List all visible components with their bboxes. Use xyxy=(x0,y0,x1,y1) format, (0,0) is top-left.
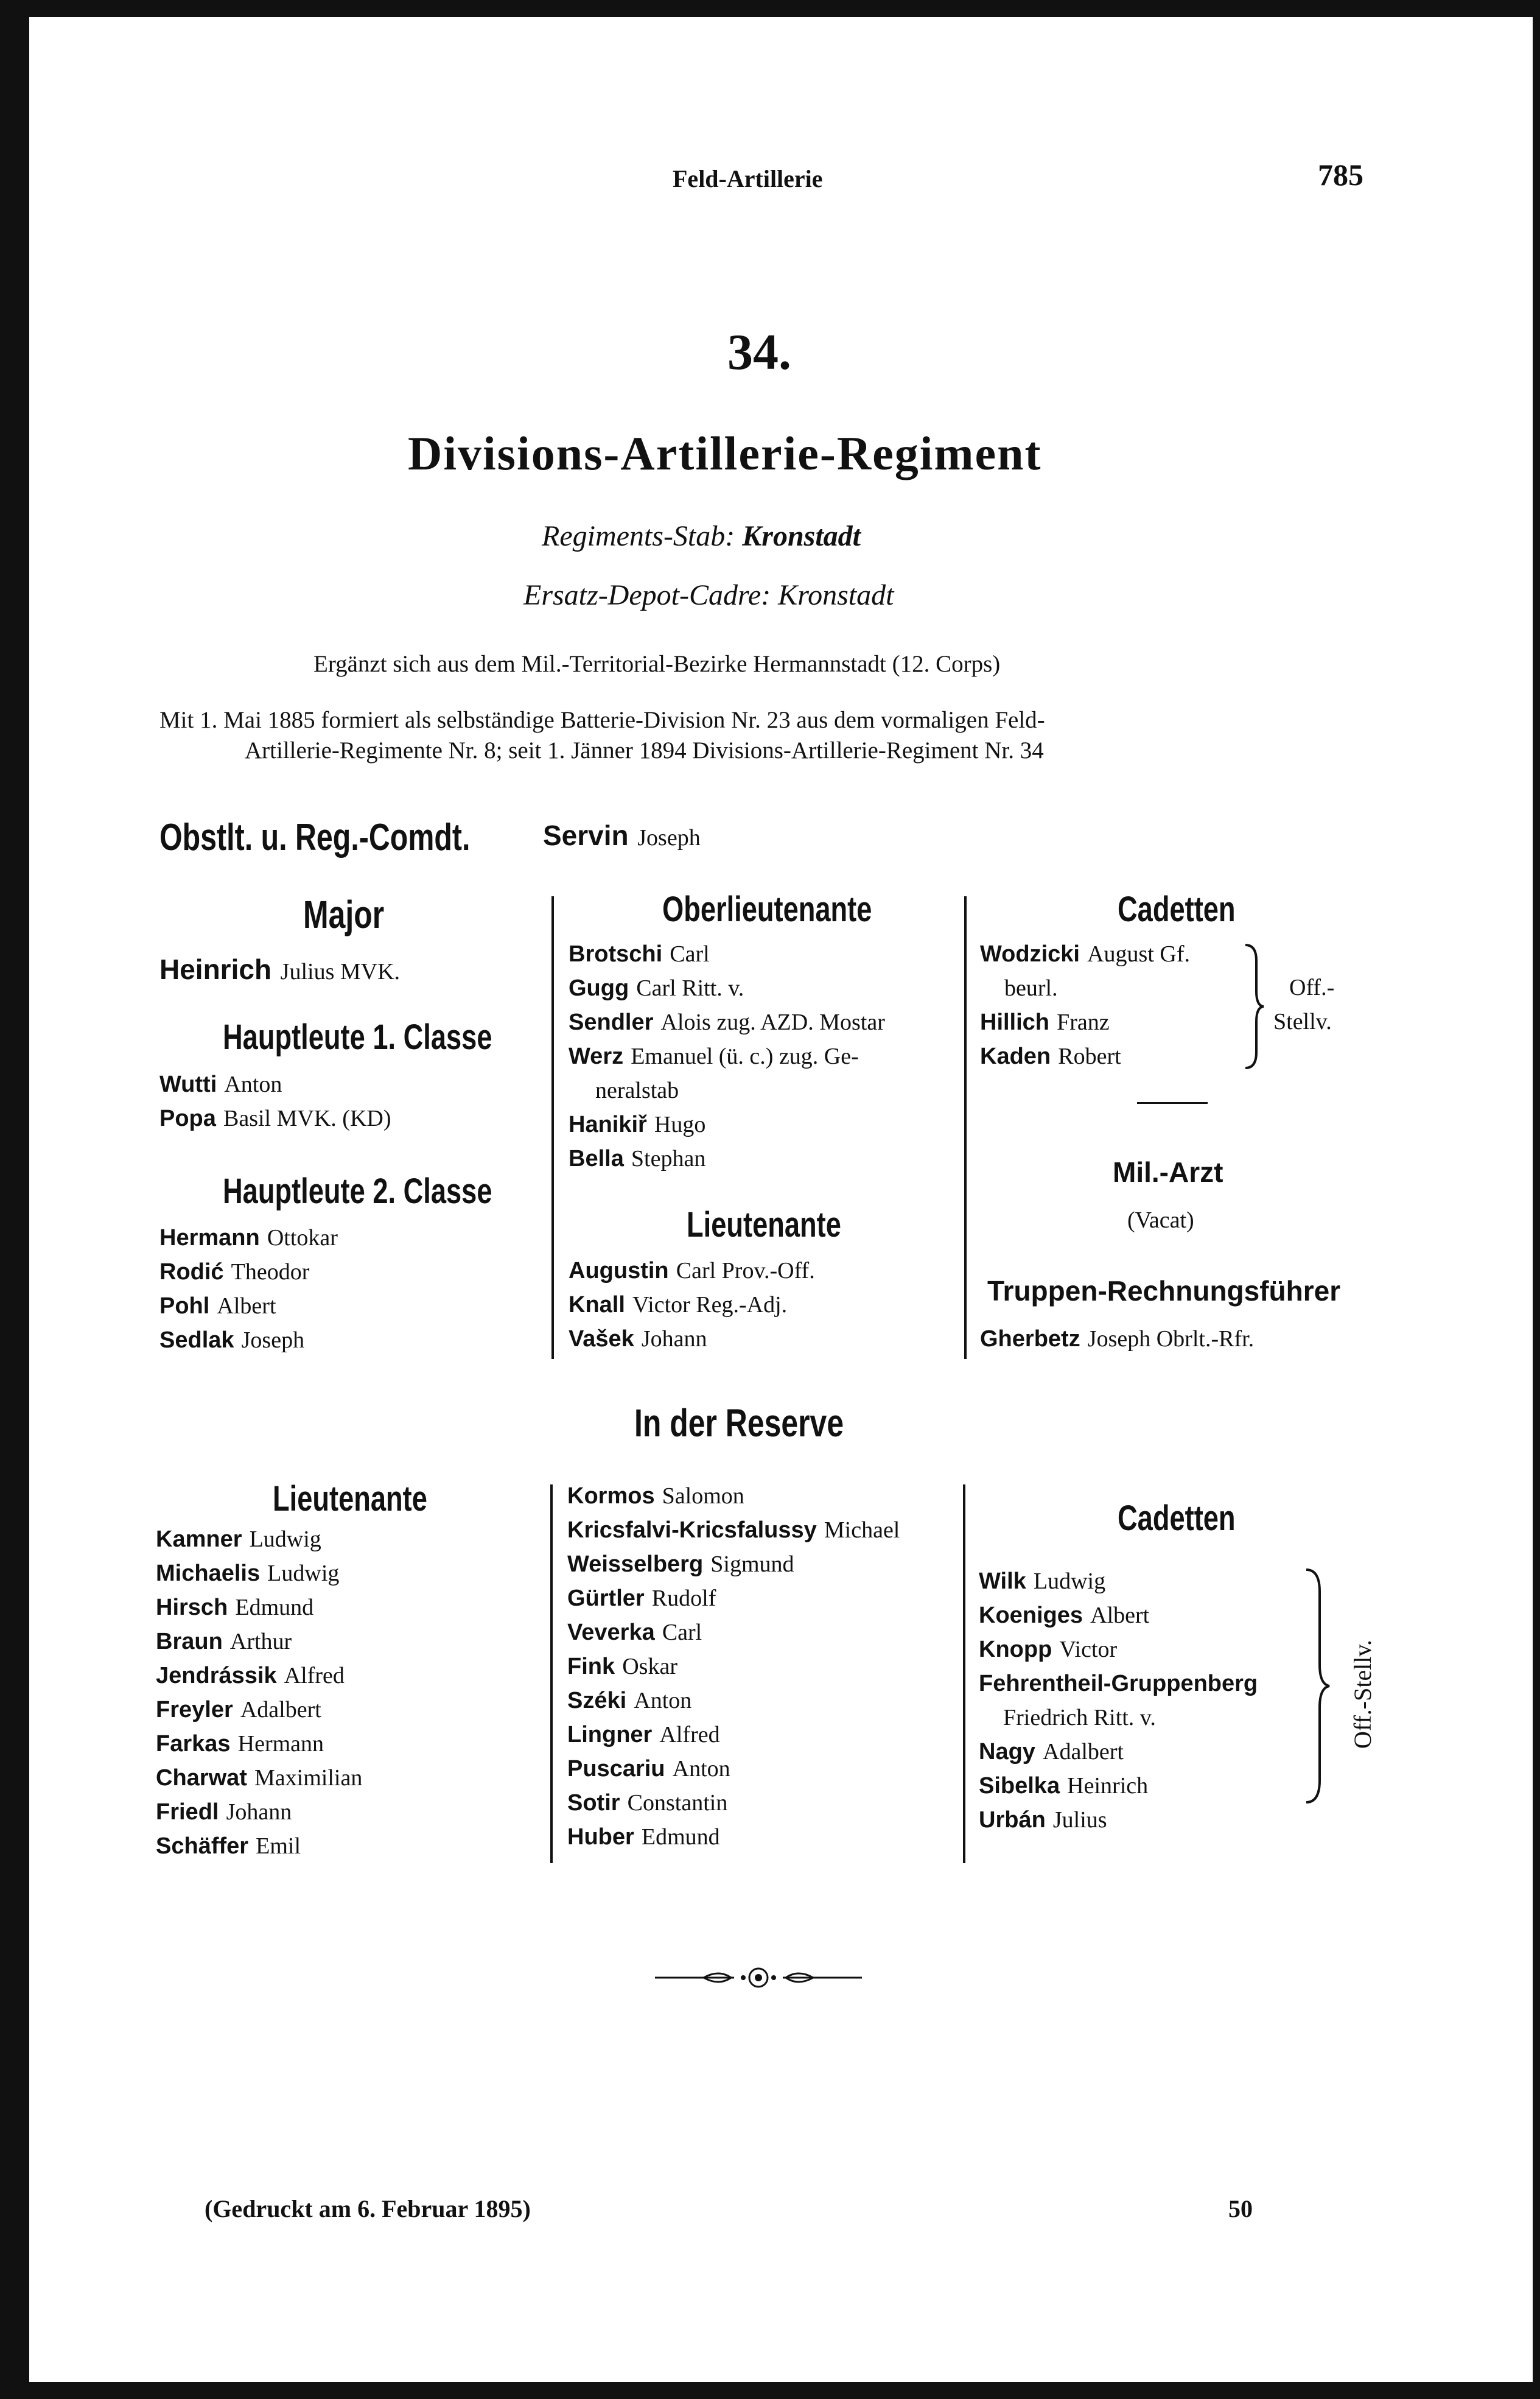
reserve-middle-entry: Széki Anton xyxy=(567,1688,692,1713)
commander-row xyxy=(159,816,558,859)
column-rule-2 xyxy=(964,896,967,1359)
reserve-middle-entry: Puscariu Anton xyxy=(567,1756,730,1782)
hauptleute2-entry: Pohl Albert xyxy=(159,1293,276,1319)
lieutenante-heading: Lieutenante xyxy=(687,1205,841,1245)
lieutenant-entry: Vašek Johann xyxy=(569,1326,707,1352)
reserve-lieutenant-entry: Friedl Johann xyxy=(156,1799,292,1825)
reserve-middle-entry: Veverka Carl xyxy=(567,1620,702,1645)
depot-label: Ersatz-Depot-Cadre: xyxy=(523,579,771,611)
reserve-cadett-entry: Urbán Julius xyxy=(979,1807,1107,1833)
erganzt-line: Ergänzt sich aus dem Mil.-Territorial-Bezirke Hermannstadt (12. Corps) xyxy=(313,651,1001,677)
oberlieutenant-entry: Werz Emanuel (ü. c.) zug. Ge- xyxy=(569,1044,859,1069)
reserve-lieutenant-entry: Jendrássik Alfred xyxy=(156,1663,345,1688)
reserve-cadetten-brace-label: Off.-Stellv. xyxy=(1349,1640,1376,1749)
history-line-2: Artillerie-Regimente Nr. 8; seit 1. Jänner 1894 Divisions-Artillerie-Regiment Nr. 34 xyxy=(245,737,1044,764)
lieutenant-entry: Knall Victor Reg.-Adj. xyxy=(569,1292,788,1318)
stab-label: Regiments-Stab: xyxy=(542,520,735,552)
oberlieutenant-entry: Gugg Carl Ritt. v. xyxy=(569,975,744,1001)
reserve-lieutenant-entry: Braun Arthur xyxy=(156,1629,292,1654)
reserve-cadett-entry: Fehrentheil-Gruppenberg xyxy=(979,1671,1258,1696)
reserve-column-rule-1 xyxy=(550,1484,553,1863)
hauptleute2-heading: Hauptleute 2. Classe xyxy=(223,1171,492,1211)
hauptleute1-heading: Hauptleute 1. Classe xyxy=(223,1017,492,1057)
page-number: 785 xyxy=(1318,158,1363,192)
cadetten-brace xyxy=(1242,943,1266,1070)
reserve-cadett-entry-continuation: Friedrich Ritt. v. xyxy=(1003,1705,1156,1730)
reserve-middle-entry: Gürtler Rudolf xyxy=(567,1586,716,1611)
reserve-cadett-entry: Koeniges Albert xyxy=(979,1603,1150,1628)
reserve-cadett-entry: Knopp Victor xyxy=(979,1637,1118,1662)
hauptleute2-entry: Hermann Ottokar xyxy=(159,1225,338,1251)
regiment-number: 34. xyxy=(727,324,791,381)
reserve-cadett-entry: Nagy Adalbert xyxy=(979,1739,1124,1765)
reserve-cadetten-brace xyxy=(1303,1567,1333,1805)
commander-surname: Servin xyxy=(543,820,629,851)
reserve-middle-entry: Kormos Salomon xyxy=(567,1483,744,1509)
scan-border-left xyxy=(0,0,29,2399)
cadetten-brace-label-2: Stellv. xyxy=(1273,1009,1332,1034)
oberlieutenant-entry: Sendler Alois zug. AZD. Mostar xyxy=(569,1010,885,1035)
reserve-middle-entry: Weisselberg Sigmund xyxy=(567,1551,794,1577)
reserve-cadetten-heading: Cadetten xyxy=(1118,1498,1236,1538)
mil-arzt-heading: Mil.-Arzt xyxy=(1113,1156,1223,1188)
cadett-entry-continuation: beurl. xyxy=(1004,975,1058,1001)
cadett-entry: Wodzicki August Gf. xyxy=(980,941,1190,967)
commander-given: Joseph xyxy=(637,825,701,851)
lieutenant-entry: Augustin Carl Prov.-Off. xyxy=(569,1258,815,1284)
depot-value: Kronstadt xyxy=(778,579,894,611)
divider-rule xyxy=(1137,1102,1208,1104)
reserve-lieutenant-entry: Charwat Maximilian xyxy=(156,1765,363,1791)
reserve-middle-entry: Kricsfalvi-Kricsfalussy Michael xyxy=(567,1517,900,1543)
scan-border-right xyxy=(1533,0,1540,2399)
reserve-lieutenant-entry: Farkas Hermann xyxy=(156,1731,324,1757)
sheet-signature: 50 xyxy=(1228,2195,1253,2222)
history-line-1: Mit 1. Mai 1885 formiert als selbständige Batterie-Division Nr. 23 aus dem vormaligen Feld- xyxy=(159,707,1045,733)
ornament xyxy=(655,1965,862,1990)
reserve-middle-entry: Fink Oskar xyxy=(567,1654,677,1679)
oberlieutenant-entry: Brotschi Carl xyxy=(569,941,710,967)
reserve-cadett-entry: Wilk Ludwig xyxy=(979,1568,1106,1594)
truppen-heading: Truppen-Rechnungsführer xyxy=(987,1275,1341,1307)
hauptleute2-entry: Sedlak Joseph xyxy=(159,1327,305,1353)
reserve-middle-entry: Huber Edmund xyxy=(567,1824,720,1850)
reserve-lieutenante-heading: Lieutenante xyxy=(273,1479,427,1519)
reserve-heading: In der Reserve xyxy=(634,1401,844,1445)
cadetten-heading: Cadetten xyxy=(1118,890,1236,929)
oberlieutenant-entry: Bella Stephan xyxy=(569,1146,706,1171)
reserve-lieutenant-entry: Kamner Ludwig xyxy=(156,1526,321,1552)
column-rule-1 xyxy=(551,896,554,1359)
reserve-middle-entry: Sotir Constantin xyxy=(567,1790,728,1816)
cadett-entry: Hillich Franz xyxy=(980,1010,1110,1035)
truppen-entry: Gherbetz Joseph Obrlt.-Rfr. xyxy=(980,1326,1255,1352)
reserve-middle-entry: Lingner Alfred xyxy=(567,1722,720,1747)
commander-name xyxy=(543,819,701,852)
reserve-lieutenant-entry: Hirsch Edmund xyxy=(156,1595,314,1620)
major-heading: Major xyxy=(303,893,385,936)
oberlieutenant-entry-continuation: neralstab xyxy=(595,1078,679,1103)
regiments-stab-line xyxy=(542,519,861,553)
major-entry: Heinrich Julius MVK. xyxy=(159,954,401,985)
scan-border-bottom xyxy=(0,2382,1540,2399)
running-title: Feld-Artillerie xyxy=(673,165,823,192)
stab-value: Kronstadt xyxy=(742,520,861,552)
printed-date: (Gedruckt am 6. Februar 1895) xyxy=(205,2195,531,2222)
cadetten-brace-label-1: Off.- xyxy=(1289,975,1335,1000)
cadett-entry: Kaden Robert xyxy=(980,1044,1121,1069)
reserve-cadett-entry: Sibelka Heinrich xyxy=(979,1773,1149,1799)
reserve-lieutenant-entry: Schäffer Emil xyxy=(156,1833,301,1859)
reserve-lieutenant-entry: Freyler Adalbert xyxy=(156,1697,321,1723)
hauptleute1-entry: Popa Basil MVK. (KD) xyxy=(159,1106,391,1131)
oberlieutenant-entry: Hanikiř Hugo xyxy=(569,1112,706,1137)
scan-border-top xyxy=(0,0,1540,17)
regiment-title: Divisions-Artillerie-Regiment xyxy=(408,427,1042,480)
oberlieutenante-heading: Oberlieutenante xyxy=(662,890,872,929)
commander-label: Obstlt. u. Reg.-Comdt. xyxy=(159,817,471,859)
ersatz-depot-line xyxy=(523,578,894,612)
reserve-lieutenant-entry: Michaelis Ludwig xyxy=(156,1561,340,1586)
reserve-column-rule-2 xyxy=(963,1484,965,1863)
hauptleute1-entry: Wutti Anton xyxy=(159,1072,282,1097)
mil-arzt-value: (Vacat) xyxy=(1127,1207,1194,1233)
hauptleute2-entry: Rodić Theodor xyxy=(159,1259,310,1285)
